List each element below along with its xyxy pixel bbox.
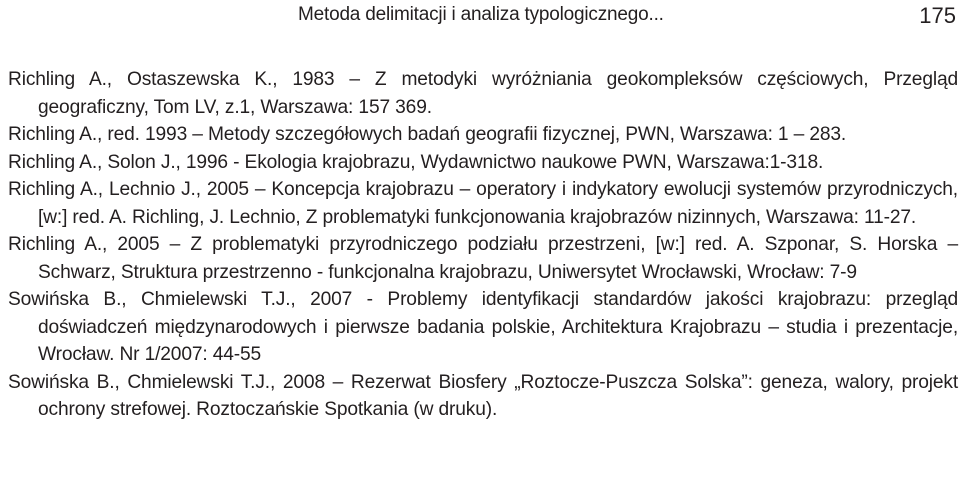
reference-entry: Richling A., red. 1993 – Metody szczegółowych badań geografii fizycznej, PWN, Warszawa: 1 – 283. <box>8 124 847 145</box>
reference-entry: Richling A., Ostaszewska K., 1983 – Z metodyki wyróżniania geokompleksów częściowych, Przegląd geograficzny, Tom LV, z.1, Warszawa: 157 369. <box>8 69 958 118</box>
reference-entry: Sowińska B., Chmielewski T.J., 2007 - Problemy identyfikacji standardów jakości krajobrazu: przegląd doświadczeń międzynarodowych i pierwsze badania polskie, Architektura Krajobrazu – studia i prezentacje, Wrocław. Nr 1/2007: 44-55 <box>8 289 958 365</box>
page-header <box>0 2 960 30</box>
running-title: Metoda delimitacji i analiza typologicznego... <box>298 4 664 25</box>
reference-entry: Richling A., 2005 – Z problematyki przyrodniczego podziału przestrzeni, [w:] red. A. Szponar, S. Horska – Schwarz, Struktura przestrzenno - funkcjonalna krajobrazu, Uniwersytet Wrocławski, Wrocław: 7-9 <box>8 234 958 283</box>
page-number: 175 <box>919 3 956 28</box>
reference-entry: Richling A., Lechnio J., 2005 – Koncepcja krajobrazu – operatory i indykatory ewolucji systemów przyrodniczych, [w:] red. A. Richling, J. Lechnio, Z problematyki funkcjonowania krajobrazów nizinnych, Warszawa: 11-27. <box>8 179 958 228</box>
reference-entry: Sowińska B., Chmielewski T.J., 2008 – Rezerwat Biosfery „Roztocze-Puszcza Solska”: geneza, walory, projekt ochrony strefowej. Roztoczańskie Spotkania (w druku). <box>8 371 958 420</box>
reference-list <box>8 66 958 424</box>
reference-entry: Richling A., Solon J., 1996 - Ekologia krajobrazu, Wydawnictwo naukowe PWN, Warszawa:1-318. <box>8 151 824 173</box>
